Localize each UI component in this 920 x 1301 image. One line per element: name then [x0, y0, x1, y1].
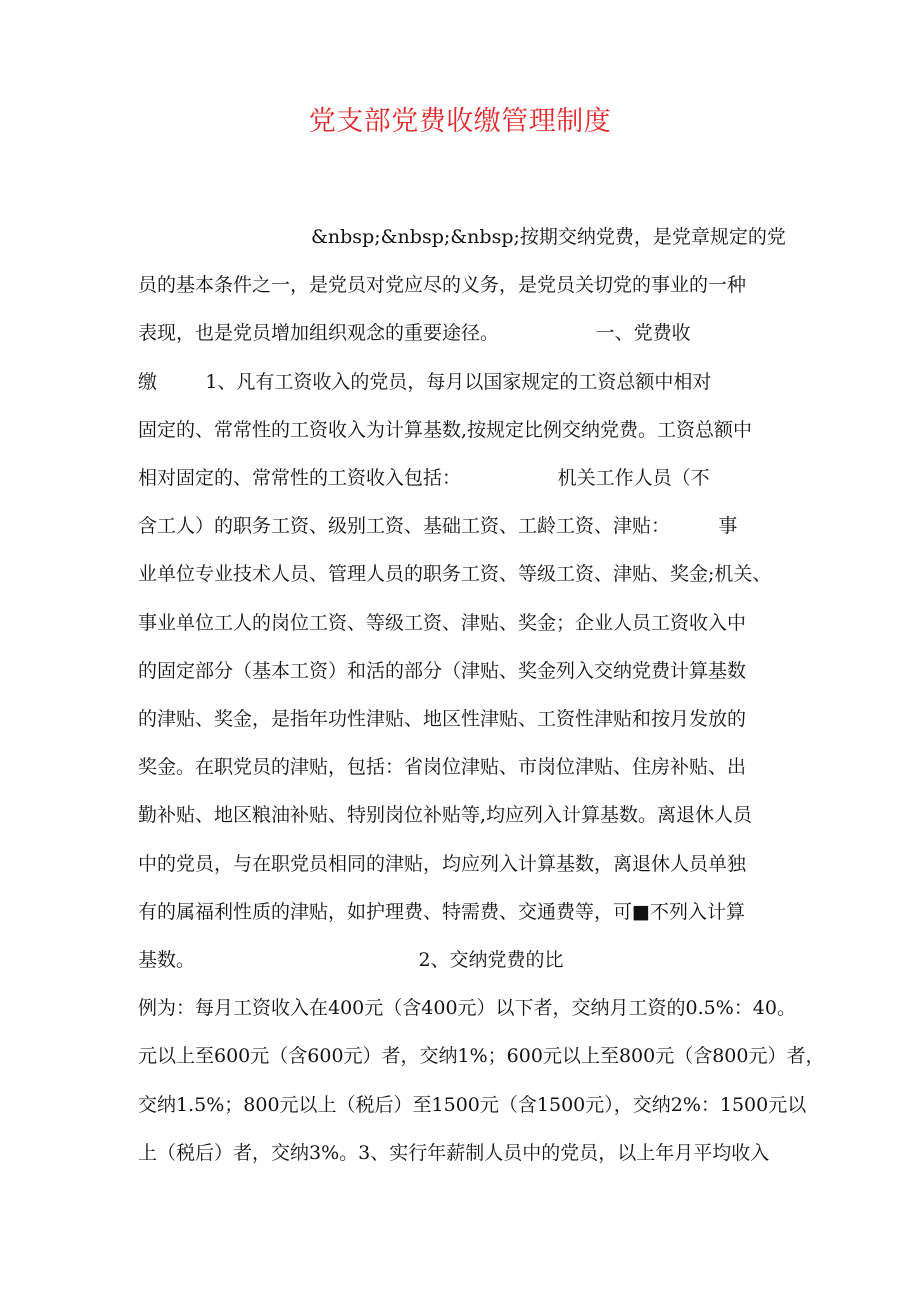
- body-line: 勤补贴、地区粮油补贴、特别岗位补贴等,均应列入计算基数。离退休人员: [138, 804, 753, 827]
- body-line: &nbsp;&nbsp;&nbsp;按期交纳党费，是党章规定的党: [311, 226, 786, 248]
- body-line: 含工人）的职务工资、级别工资、基础工资、工龄工资、津贴： 事: [138, 515, 738, 538]
- body-line: 表现，也是党员增加组织观念的重要途径。 一、党费收: [138, 322, 691, 345]
- body-line: 的津贴、奖金，是指年功性津贴、地区性津贴、工资性津贴和按月发放的: [138, 708, 747, 730]
- body-line: 的固定部分（基本工资）和活的部分（津贴、奖金列入交纳党费计算基数: [138, 659, 747, 682]
- body-line: 有的属福利性质的津贴，如护理费、特需费、交通费等，可■不列入计算: [138, 900, 745, 923]
- body-line: 中的党员，与在职党员相同的津贴，均应列入计算基数，离退休人员单独: [138, 852, 747, 875]
- body-line: 员的基本条件之一，是党员对党应尽的义务，是党员关切党的事业的一种: [138, 274, 747, 297]
- body-line: 例为：每月工资收入在400元（含400元）以下者，交纳月工资的0.5%：40。: [138, 997, 796, 1020]
- body-line: 事业单位工人的岗位工资、等级工资、津贴、奖金；企业人员工资收入中: [138, 611, 747, 634]
- body-line: 相对固定的、常常性的工资收入包括： 机关工作人员（不: [138, 467, 710, 489]
- body-line: 元以上至600元（含600元）者，交纳1%；600元以上至800元（含800元）者，: [138, 1045, 825, 1068]
- body-line: 固定的、常常性的工资收入为计算基数,按规定比例交纳党费。工资总额中: [138, 418, 753, 441]
- body-line: 业单位专业技术人员、管理人员的职务工资、等级工资、津贴、奖金;机关、: [138, 563, 772, 586]
- body-line: 上（税后）者，交纳3%。3、实行年薪制人员中的党员，以上年月平均收入: [138, 1141, 770, 1164]
- body-line: 基数。 2、交纳党费的比: [138, 949, 564, 971]
- body-line: 缴 1、凡有工资收入的党员，每月以国家规定的工资总额中相对: [138, 370, 712, 393]
- body-line: 交纳1.5%；800元以上（税后）至1500元（含1500元），交纳2%：1500元以: [138, 1093, 807, 1116]
- document-title: 党支部党费收缴管理制度: [308, 106, 612, 137]
- body-line: 奖金。在职党员的津贴，包括：省岗位津贴、市岗位津贴、住房补贴、出: [138, 756, 747, 779]
